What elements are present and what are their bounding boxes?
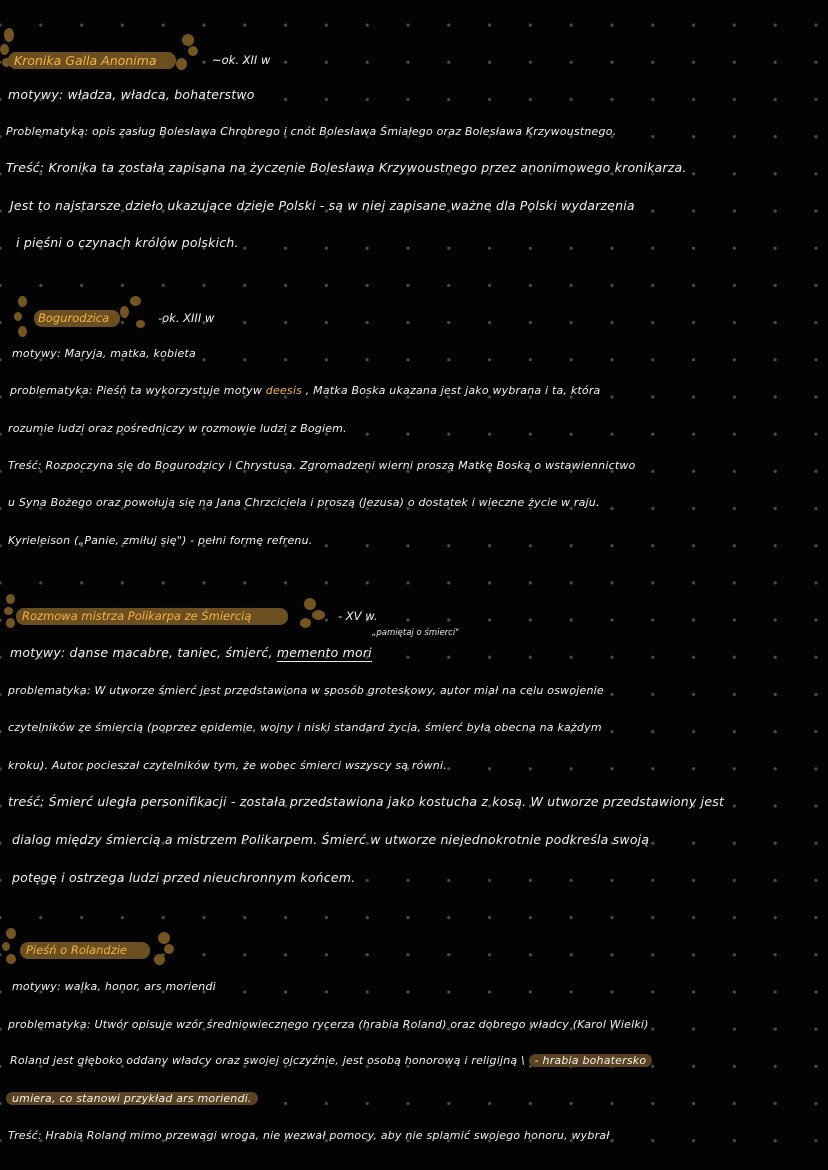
motywy-value: walka, honor, ars moriendi bbox=[64, 980, 216, 993]
title-text: Kronika Galla Anonima bbox=[14, 53, 157, 68]
problematyka-line bbox=[6, 1090, 258, 1108]
problematyka-line bbox=[10, 382, 601, 400]
section-date: ~ok. XII w bbox=[212, 53, 271, 67]
motywy-label: motywy: bbox=[10, 645, 66, 660]
problematyka-text: Roland jest głęboko oddany władcy oraz swojej ojczyźnie, jest osobą honorową i religijną \ bbox=[10, 1054, 525, 1067]
problematyka-text: Utwór opisuje wzór średniowiecznego rycerza (hrabia Roland) oraz dobrego władcy (Karol Wielki) bbox=[94, 1018, 649, 1031]
highlighted-text: - hrabia bohatersko bbox=[529, 1054, 653, 1067]
decorative-blob bbox=[18, 296, 27, 307]
decorative-blob bbox=[130, 296, 141, 306]
motywy-line bbox=[12, 978, 216, 996]
decorative-blob bbox=[6, 928, 16, 939]
decorative-blob bbox=[6, 954, 16, 964]
tresc-line bbox=[8, 457, 636, 475]
tresc-text: Kronika ta została zapisana na życzenie Bolesława Krzywoustnego przez anonimowego kronikarza. bbox=[48, 160, 687, 175]
decorative-blob bbox=[300, 618, 311, 628]
decorative-blob bbox=[4, 607, 13, 615]
motywy-line bbox=[12, 345, 196, 363]
tresc-line: Jest to najstarsze dzieło ukazujące dzieje Polski - są w niej zapisane ważne dla Polski wydarzenia bbox=[10, 198, 635, 213]
decorative-blob bbox=[136, 320, 145, 328]
decorative-blob bbox=[158, 932, 170, 944]
motywy-value: władza, władca, bohaterstwo bbox=[67, 87, 255, 102]
problematyka-line bbox=[8, 682, 604, 700]
tresc-label: Treść: bbox=[6, 160, 45, 175]
motywy-value: Maryja, matka, kobieta bbox=[64, 347, 196, 360]
section-title bbox=[8, 50, 183, 72]
motywy-line bbox=[10, 644, 372, 662]
decorative-blob bbox=[164, 944, 174, 954]
tresc-label: treść: bbox=[8, 794, 45, 809]
decorative-blob bbox=[182, 34, 194, 46]
problematyka-text: , Matka Boska ukazana jest jako wybrana i ta, która bbox=[305, 384, 601, 397]
problematyka-line bbox=[8, 1016, 649, 1034]
section-title bbox=[34, 308, 124, 330]
decorative-blob bbox=[188, 46, 198, 56]
decorative-blob bbox=[304, 598, 316, 610]
tresc-text: Śmierć uległa personifikacji - została przedstawiona jako kostucha z kosą. W utworze przedstawiony jest bbox=[48, 794, 725, 809]
motywy-line bbox=[8, 86, 255, 104]
tresc-line: u Syna Bożego oraz powołują się na Jana Chrzciciela i proszą (Jezusa) o dostatek i wieczne życie w raju. bbox=[8, 496, 600, 509]
problematyka-text: opis zasług Bolesława Chrobrego i cnót Bolesława Śmiałego oraz Bolesława Krzywoustnego. bbox=[92, 125, 617, 138]
tresc-line bbox=[8, 793, 724, 811]
problematyka-label: Problematyka: bbox=[6, 125, 89, 138]
motywy-value: danse macabre, taniec, śmierć, bbox=[69, 645, 273, 660]
motywy-label: motywy: bbox=[12, 980, 61, 993]
tresc-line: i pieśni o czynach królów polskich. bbox=[16, 235, 239, 250]
decorative-blob bbox=[312, 610, 325, 620]
problematyka-line: czytelników ze śmiercią (poprzez epidemie, wojny i niski standard życia, śmierć była obecna na każdym bbox=[8, 721, 602, 734]
problematyka-label: problematyka: bbox=[8, 684, 91, 697]
problematyka-text: W utworze śmierć jest przedstawiona w sposób groteskowy, autor miał na celu oswojenie bbox=[94, 684, 604, 697]
problematyka-label: problematyka: bbox=[8, 1018, 91, 1031]
decorative-blob bbox=[2, 942, 10, 951]
decorative-blob bbox=[18, 326, 27, 337]
problematyka-line bbox=[6, 123, 616, 141]
motywy-label: motywy: bbox=[12, 347, 61, 360]
tresc-line bbox=[8, 1127, 610, 1145]
problematyka-label: problematyka: bbox=[10, 384, 93, 397]
title-text: Rozmowa mistrza Polikarpa ze Śmiercią bbox=[22, 609, 252, 623]
problematyka-line: rozumie ludzi oraz pośredniczy w rozmowie ludzi z Bogiem. bbox=[8, 422, 347, 435]
tresc-line: dialog między śmiercią a mistrzem Polikarpem. Śmierć w utworze niejednokrotnie podkreśla swoją bbox=[12, 832, 650, 847]
decorative-blob bbox=[6, 594, 15, 604]
tresc-text: Hrabia Roland mimo przewagi wroga, nie wezwał pomocy, aby nie splamić swojego honoru, wybrał bbox=[45, 1129, 610, 1142]
tresc-line: Kyrieleison („Panie, zmiłuj się") - pełni formę refrenu. bbox=[8, 534, 313, 547]
tresc-text: Rozpoczyna się do Bogurodzicy i Chrystusa. Zgromadzeni wierni proszą Matkę Boską o wstawiennictwo bbox=[45, 459, 636, 472]
problematyka-text: Pieśń ta wykorzystuje motyw bbox=[96, 384, 263, 397]
highlighted-text: umiera, co stanowi przykład ars moriendi. bbox=[6, 1092, 258, 1105]
tresc-line: potęgę i ostrzega ludzi przed nieuchronnym końcem. bbox=[12, 870, 356, 885]
accent-term: deesis bbox=[265, 384, 303, 397]
section-date: - XV w. bbox=[338, 609, 378, 623]
decorative-blob bbox=[154, 954, 165, 965]
annotation-note: „pamiętaj o śmierci" bbox=[372, 628, 460, 638]
tresc-line bbox=[6, 159, 687, 177]
problematyka-line: kroku). Autor pocieszał czytelników tym, że wobec śmierci wszyscy są równi. bbox=[8, 759, 447, 772]
title-text: Pieśń o Rolandzie bbox=[26, 943, 127, 957]
motywy-underlined: memento mori bbox=[276, 645, 372, 660]
title-text: Bogurodzica bbox=[38, 311, 110, 325]
problematyka-line bbox=[10, 1052, 652, 1070]
motywy-label: motywy: bbox=[8, 87, 64, 102]
tresc-label: Treść: bbox=[8, 1129, 42, 1142]
section-title bbox=[16, 606, 291, 628]
section-title bbox=[20, 940, 152, 962]
section-date: -ok. XIII w bbox=[158, 311, 215, 325]
tresc-label: Treść: bbox=[8, 459, 42, 472]
decorative-blob bbox=[14, 312, 22, 321]
decorative-blob bbox=[4, 28, 14, 42]
decorative-blob bbox=[6, 618, 15, 628]
